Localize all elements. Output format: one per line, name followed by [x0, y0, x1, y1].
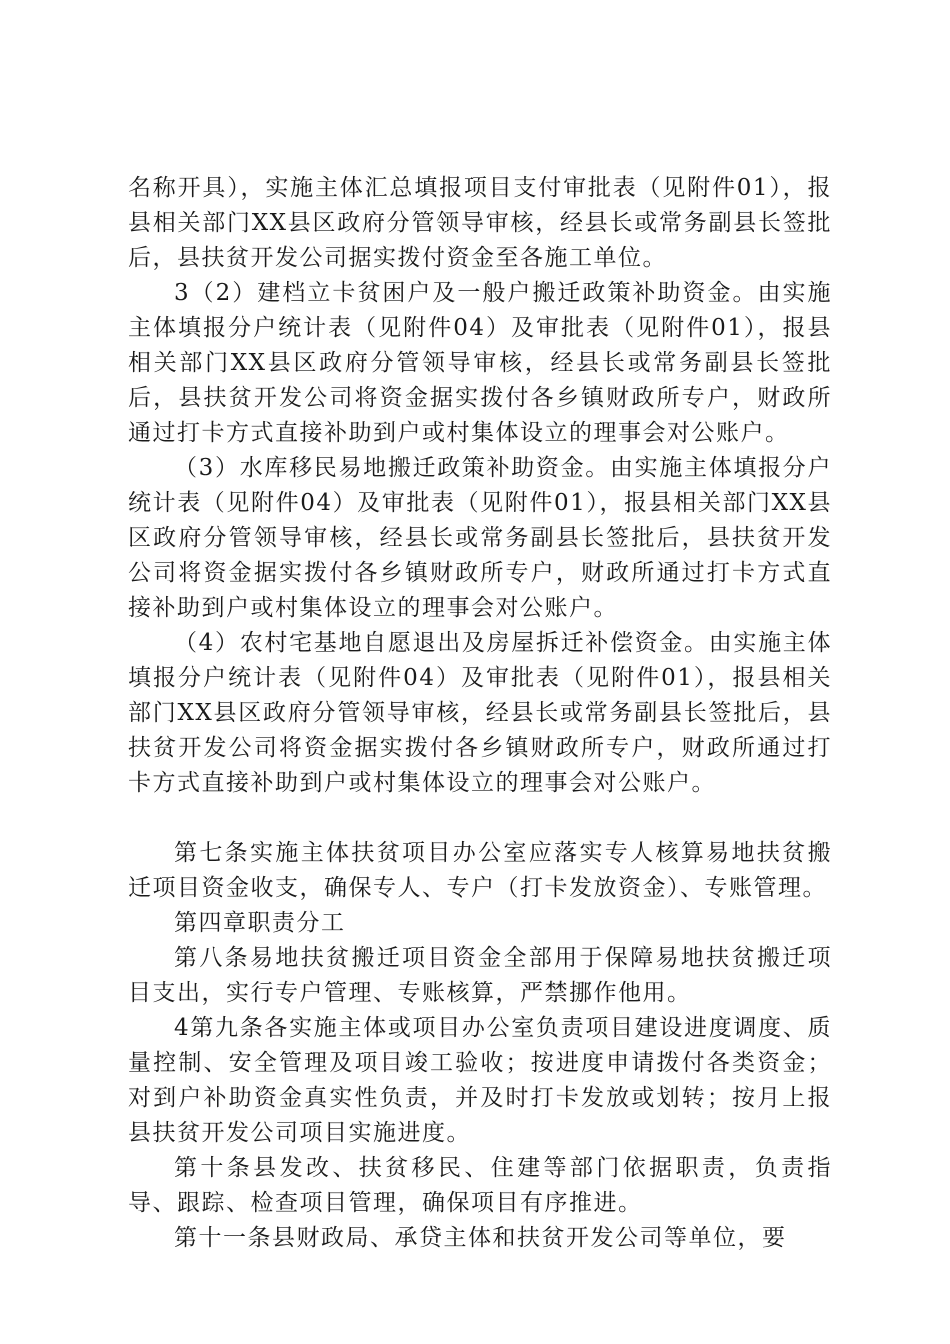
paragraph-homestead-withdrawal: （4）农村宅基地自愿退出及房屋拆迁补偿资金。由实施主体填报分户统计表（见附件04）及审批表（见附件01），报县相关部门XX县区政府分管领导审核，经县长或常务副县长签批后，县扶贫开发公司将资金据实拨付各乡镇财政所专户，财政所通过打卡方式直接补助到户或村集体设立的理事会对公账户。 — [128, 630, 832, 796]
paragraph-article-11: 第十一条县财政局、承贷主体和扶贫开发公司等单位，要 — [174, 1225, 787, 1251]
paragraph-article-7: 第七条实施主体扶贫项目办公室应落实专人核算易地扶贫搬迁项目资金收支，确保专人、专户（打卡发放资金）、专账管理。 — [128, 840, 832, 901]
paragraph-article-8: 第八条易地扶贫搬迁项目资金全部用于保障易地扶贫搬迁项目支出，实行专户管理、专账核算，严禁挪作他用。 — [128, 945, 832, 1006]
chapter-heading: 第四章职责分工 — [174, 910, 346, 936]
paragraph-article-9: 4第九条各实施主体或项目办公室负责项目建设进度调度、质量控制、安全管理及项目竣工验收；按进度申请拨付各类资金；对到户补助资金真实性负责，并及时打卡发放或划转；按月上报县扶贫开发公司项目实施进度。 — [128, 1015, 832, 1146]
paragraph-article-10: 第十条县发改、扶贫移民、住建等部门依据职责，负责指导、跟踪、检查项目管理，确保项目有序推进。 — [128, 1155, 832, 1216]
paragraph-subsidy-relocation: 3（2）建档立卡贫困户及一般户搬迁政策补助资金。由实施主体填报分户统计表（见附件04）及审批表（见附件01），报县相关部门XX县区政府分管领导审核，经县长或常务副县长签批后，县扶贫开发公司将资金据实拨付各乡镇财政所专户，财政所通过打卡方式直接补助到户或村集体设立的理事会对公账户。 — [128, 280, 832, 446]
paragraph-continuation: 名称开具），实施主体汇总填报项目支付审批表（见附件01），报县相关部门XX县区政府分管领导审核，经县长或常务副县长签批后，县扶贫开发公司据实拨付资金至各施工单位。 — [128, 175, 832, 271]
paragraph-reservoir-migrants: （3）水库移民易地搬迁政策补助资金。由实施主体填报分户统计表（见附件04）及审批表（见附件01），报县相关部门XX县区政府分管领导审核，经县长或常务副县长签批后，县扶贫开发公司将资金据实拨付各乡镇财政所专户，财政所通过打卡方式直接补助到户或村集体设立的理事会对公账户。 — [128, 455, 832, 621]
document-body — [128, 171, 832, 1256]
